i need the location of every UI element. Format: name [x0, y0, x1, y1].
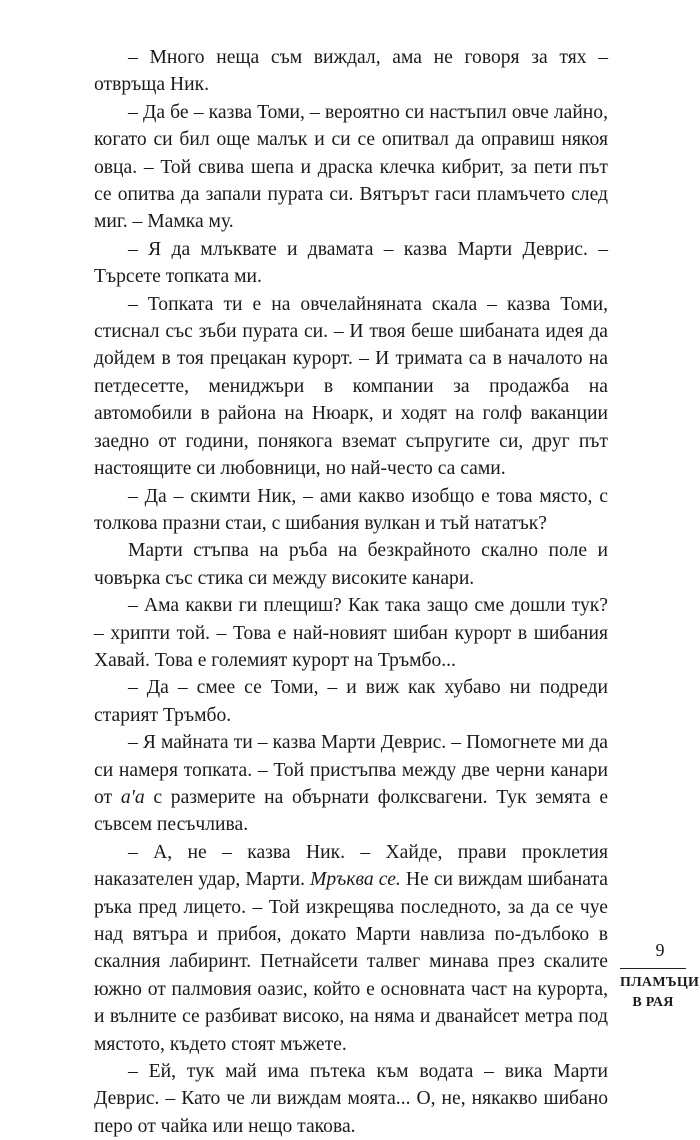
- italic-text: а'а: [120, 786, 145, 808]
- paragraph: [94, 1058, 608, 1140]
- paragraph: [94, 236, 608, 291]
- paragraph: [94, 729, 608, 839]
- paragraph: [94, 99, 608, 236]
- paragraph: [94, 674, 608, 729]
- body-text: [94, 44, 608, 1140]
- paragraph: [94, 483, 608, 538]
- text-run: Не си виждам шибаната ръка пред лицето. – Той изкрещява последното, за да се чуе над вятъра и прибоя, докато Марти навлиза по-дълбоко в скалния лабиринт. Петнайсети талвег минава през скалите южно от палмовия оазис, който е основната част на курорта, и вълните се разбиват високо, на няма и дванайсет метра под мястото, където стоят мъжете.: [94, 869, 608, 1055]
- text-run: – Да – смее се Томи, – и виж как хубаво ни подреди старият Тръмбо.: [94, 677, 608, 726]
- text-run: – Топката ти е на овчелайняната скала – казва Томи, стиснал със зъби пурата си. – И твоя беше шибаната идея да дойдем в тоя прецакан курорт. – И тримата са в началото на петдесетте, мениджъри в компании за продажба на автомобили в района на Нюарк, и ходят на голф ваканции заедно от години, понякога вземат съпругите си, друг път настоящите си любовници, но най-често са сами.: [94, 293, 608, 480]
- text-run: – Ей, тук май има пътека към водата – вика Марти Деврис. – Като че ли виждам моята... О, не, някакво шибано перо от чайка или нещо такова.: [94, 1061, 608, 1137]
- running-title-line-1: ПЛАМЪЦИ: [620, 975, 700, 990]
- paragraph: [94, 592, 608, 674]
- running-title-line-2: В РАЯ: [632, 995, 674, 1010]
- running-title: [620, 968, 700, 1013]
- paragraph: [94, 537, 608, 592]
- text-run: – Я да млъквате и двамата – казва Марти Деврис. – Търсете топката ми.: [94, 238, 608, 288]
- text-run: – Да бе – казва Томи, – вероятно си настъпил овче лайно, когато си бил още малък и си се опитвал да оправиш някоя овца. – Той свива шепа и драска клечка кибрит, за пети път се опитва да запали пурата си. Вятърът гаси пламъчето след миг. – Мамка му.: [94, 101, 608, 233]
- text-run: с размерите на обърнати фолксвагени. Тук земята е съвсем песъчлива.: [94, 786, 609, 836]
- paragraph: [94, 44, 608, 99]
- text-run: – А, не – казва Ник. – Хайде, прави проклетия наказателен удар, Марти.: [94, 841, 608, 891]
- text-run: – Много неща съм виждал, ама не говоря за тях – отвръща Ник.: [94, 47, 608, 96]
- page-number: 9: [655, 940, 665, 960]
- italic-text: Мръква се.: [310, 869, 401, 891]
- paragraph: [94, 291, 608, 483]
- text-run: – Я майната ти – казва Марти Деврис. – Помогнете ми да си намеря топката. – Той пристъпва между две черни канари от: [94, 732, 608, 808]
- paragraph: [94, 839, 608, 1058]
- text-run: Марти стъпва на ръба на безкрайното скално поле и човърка със стика си между високите канари.: [94, 540, 608, 589]
- text-run: – Да – скимти Ник, – ами какво изобщо е това място, с толкова празни стаи, с шибания вулкан и тъй нататък?: [94, 485, 608, 534]
- text-run: – Ама какви ги плещиш? Как така защо сме дошли тук? – хрипти той. – Това е най-новият шибан курорт в шибания Хавай. Това е големият курорт на Тръмбо...: [94, 595, 608, 671]
